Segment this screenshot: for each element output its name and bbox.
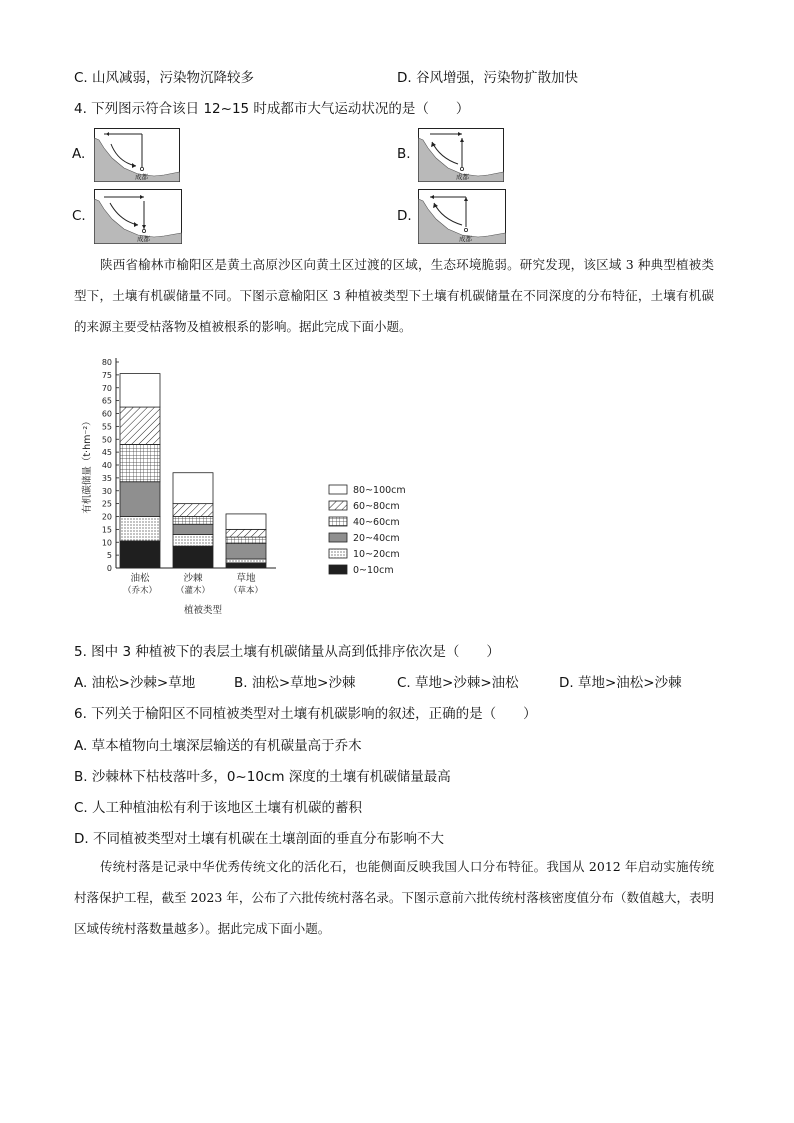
legend-swatch bbox=[329, 485, 347, 494]
category-label: 沙棘 bbox=[183, 573, 203, 584]
q5-stem: 5. 图中 3 种植被下的表层土壤有机碳储量从高到低排序依次是（ ） bbox=[74, 644, 500, 660]
passage-1-text: 陕西省榆林市榆阳区是黄土高原沙区向黄土区过渡的区域，生态环境脆弱。研究发现，该区域 3 种典型植被类型下，土壤有机碳储量不同。下图示意榆阳区 3 种植被类型下土壤有机碳储量在不同深度的分布特征，土壤有机碳的来源主要受枯落物及植被根系的影响。据此完成下面小题。 bbox=[74, 257, 714, 334]
y-tick-label: 45 bbox=[101, 448, 112, 458]
q3-option-c: C. 山风减弱，污染物沉降较多 bbox=[74, 70, 255, 86]
bar-segment-80~100cm bbox=[226, 514, 266, 529]
bar-segment-40~60cm bbox=[120, 444, 160, 481]
bar-segment-10~20cm bbox=[120, 517, 160, 541]
q3-option-d: D. 谷风增强，污染物扩散加快 bbox=[397, 70, 578, 86]
y-tick-label: 50 bbox=[101, 435, 112, 445]
q5-option-d: D. 草地>油松>沙棘 bbox=[559, 675, 682, 691]
y-tick-label: 35 bbox=[101, 473, 112, 483]
category-sublabel: （灌木） bbox=[175, 586, 211, 596]
q4-diagram-b-place: 成都 bbox=[456, 173, 469, 181]
q4-diagram-d bbox=[418, 189, 506, 248]
passage-2 bbox=[74, 851, 714, 944]
legend-label: 60~80cm bbox=[353, 501, 400, 512]
q6-option-a: A. 草本植物向土壤深层输送的有机碳量高于乔木 bbox=[74, 738, 362, 754]
legend-swatch bbox=[329, 565, 347, 574]
bar-segment-10~20cm bbox=[226, 559, 266, 563]
legend-swatch bbox=[329, 549, 347, 558]
y-axis-label: 有机碳储量（t·hm⁻²） bbox=[82, 416, 93, 514]
bar-segment-60~80cm bbox=[120, 407, 160, 444]
q6-option-c: C. 人工种植油松有利于该地区土壤有机碳的蓄积 bbox=[74, 800, 363, 816]
bar-segment-0~10cm bbox=[226, 563, 266, 568]
legend-label: 0~10cm bbox=[353, 565, 394, 576]
q5-option-c: C. 草地>沙棘>油松 bbox=[397, 675, 519, 691]
y-tick-label: 10 bbox=[101, 538, 112, 548]
passage-2-text: 传统村落是记录中华优秀传统文化的活化石，也能侧面反映我国人口分布特征。我国从 2012 年启动实施传统村落保护工程，截至 2023 年，公布了六批传统村落名录。下图示意前六批传统村落核密度值分布（数值越大，表明区域传统村落数量越多）。据此完成下面小题。 bbox=[74, 859, 714, 936]
y-tick-label: 25 bbox=[101, 499, 112, 509]
q4-diagram-b bbox=[418, 128, 504, 186]
bar-segment-80~100cm bbox=[120, 374, 160, 407]
category-label: 草地 bbox=[236, 573, 256, 584]
q6-option-b: B. 沙棘林下枯枝落叶多，0~10cm 深度的土壤有机碳储量最高 bbox=[74, 769, 451, 785]
y-tick-label: 60 bbox=[101, 409, 112, 419]
legend-swatch bbox=[329, 501, 347, 510]
category-sublabel: （草本） bbox=[228, 586, 264, 596]
q5-option-a: A. 油松>沙棘>草地 bbox=[74, 675, 196, 691]
y-tick-label: 20 bbox=[101, 512, 112, 522]
y-tick-label: 75 bbox=[101, 370, 112, 380]
bar-segment-80~100cm bbox=[173, 473, 213, 504]
q4-option-b-letter: B. bbox=[397, 146, 411, 162]
y-tick-label: 30 bbox=[101, 486, 112, 496]
q4-option-c-letter: C. bbox=[72, 208, 86, 224]
y-tick-label: 5 bbox=[106, 551, 112, 561]
legend-label: 20~40cm bbox=[353, 533, 400, 544]
bar-segment-60~80cm bbox=[226, 529, 266, 537]
bar-segment-40~60cm bbox=[173, 517, 213, 525]
y-tick-label: 55 bbox=[101, 422, 112, 432]
category-label: 油松 bbox=[130, 573, 150, 584]
q4-diagram-c bbox=[94, 189, 182, 248]
q4-diagram-c-place: 成都 bbox=[137, 235, 150, 243]
q4-diagram-a-place: 成都 bbox=[135, 173, 148, 181]
bar-segment-10~20cm bbox=[173, 535, 213, 547]
legend-label: 10~20cm bbox=[353, 549, 400, 560]
q6-stem: 6. 下列关于榆阳区不同植被类型对土壤有机碳影响的叙述，正确的是（ ） bbox=[74, 706, 537, 722]
legend-swatch bbox=[329, 517, 347, 526]
q6-option-d: D. 不同植被类型对土壤有机碳在土壤剖面的垂直分布影响不大 bbox=[74, 831, 444, 847]
bar-segment-20~40cm bbox=[226, 544, 266, 559]
q4-option-d-letter: D. bbox=[397, 208, 412, 224]
bar-segment-0~10cm bbox=[120, 541, 160, 568]
q4-diagram-a bbox=[94, 128, 180, 186]
y-tick-label: 40 bbox=[101, 461, 112, 470]
category-sublabel: （乔木） bbox=[122, 586, 158, 596]
organic-carbon-chart bbox=[70, 350, 430, 629]
legend-swatch bbox=[329, 533, 347, 542]
y-tick-label: 65 bbox=[101, 396, 112, 406]
q4-diagram-d-place: 成都 bbox=[459, 235, 472, 243]
q4-option-a-letter: A. bbox=[72, 146, 86, 162]
passage-1 bbox=[74, 249, 714, 342]
y-tick-label: 0 bbox=[106, 564, 112, 573]
bar-segment-0~10cm bbox=[173, 546, 213, 568]
x-axis-label: 植被类型 bbox=[183, 605, 223, 616]
y-tick-label: 80 bbox=[101, 358, 112, 367]
bar-segment-20~40cm bbox=[120, 482, 160, 517]
y-tick-label: 15 bbox=[101, 525, 112, 535]
legend-label: 40~60cm bbox=[353, 517, 400, 528]
q5-option-b: B. 油松>草地>沙棘 bbox=[234, 675, 356, 691]
bar-segment-60~80cm bbox=[173, 504, 213, 517]
legend-label: 80~100cm bbox=[353, 485, 406, 496]
y-tick-label: 70 bbox=[101, 383, 112, 393]
bar-segment-40~60cm bbox=[226, 537, 266, 543]
q4-stem: 4. 下列图示符合该日 12~15 时成都市大气运动状况的是（ ） bbox=[74, 101, 470, 117]
bar-segment-20~40cm bbox=[173, 524, 213, 534]
